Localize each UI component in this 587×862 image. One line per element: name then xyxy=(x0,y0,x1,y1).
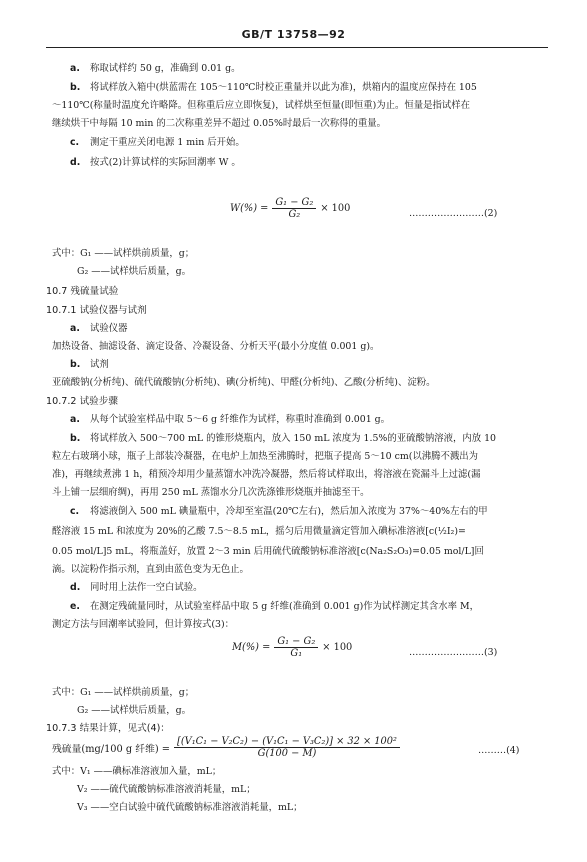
step-b-line1 xyxy=(70,82,477,94)
step-text: 同时用上法作一空白试验。 xyxy=(90,582,203,593)
where-g1 xyxy=(52,687,194,699)
step-marker: d. xyxy=(70,157,81,168)
procedure-c-line2: 醛溶液 15 mL 和浓度为 20%的乙酸 7.5～8.5 mL，摇匀后用微量滴定管加入碘标准溶液[c(½I₂)= xyxy=(52,526,466,537)
fraction-denominator: G₂ xyxy=(288,209,301,220)
where-definition: G₁ ——试样烘前质量，g； xyxy=(80,248,195,259)
where-definition: G₁ ——试样烘前质量，g； xyxy=(80,687,195,698)
formula-3 xyxy=(232,636,352,659)
equation-number-2: ……………………(2) xyxy=(409,208,498,219)
procedure-d xyxy=(70,582,203,594)
procedure-b-line4: 斗上铺一层细府绸)，再用 250 mL 蒸馏水分几次洗涤锥形烧瓶并抽滤至干。 xyxy=(52,487,370,498)
formula-lhs: M(%) = xyxy=(232,642,271,653)
step-text: 测定干重应关闭电源 1 min 后开始。 xyxy=(90,137,245,148)
step-text: 试剂 xyxy=(90,359,109,370)
reagents-list: 亚硫酸钠(分析纯)、硫代硫酸钠(分析纯)、碘(分析纯)、甲醛(分析纯)、乙酸(分析纯)、淀粉。 xyxy=(52,377,436,388)
standard-header: GB/T 13758—92 xyxy=(241,28,346,41)
step-marker: c. xyxy=(70,137,80,148)
step-marker: e. xyxy=(70,601,80,612)
step-text: 将滤液倒入 500 mL 碘量瓶中，冷却至室温(20℃左右)，然后加入浓度为 37%～40%左右的甲 xyxy=(90,506,488,517)
step-d xyxy=(70,157,241,169)
procedure-c-line3: 0.05 mol/L]5 mL，将瓶盖好，放置 2～3 min 后用硫代硫酸钠标准溶液[c(Na₂S₂O₃)=0.05 mol/L]回 xyxy=(52,546,484,557)
fraction xyxy=(174,736,400,759)
where-intro: 式中： xyxy=(52,687,81,698)
fraction-numerator: [(V₁C₁ − V₂C₂) − (V₁C₁ − V₃C₂)] × 32 × 100² xyxy=(174,736,400,748)
step-marker: b. xyxy=(70,359,81,370)
step-text: 从每个试验室样品中取 5～6 g 纤维作为试样，称重时准确到 0.001 g。 xyxy=(90,414,391,425)
step-text: 称取试样约 50 g，准确到 0.01 g。 xyxy=(90,63,241,74)
step-b-line2: ～110℃(称量时温度允许略降。但称重后应立即恢复)，试样烘至恒量(即恒重)为止。恒量是指试样在 xyxy=(52,100,471,111)
equation-number-4: ………(4) xyxy=(478,745,520,756)
where-g1 xyxy=(52,248,194,260)
procedure-b-line2: 粒左右玻璃小球，瓶子上部装冷凝器，在电炉上加热至沸腾时，把瓶子提高 5～10 cm(以沸腾不溅出为 xyxy=(52,451,479,462)
fraction-denominator: G(100 − M) xyxy=(257,748,317,759)
step-marker: b. xyxy=(70,82,81,93)
equation-number-3: ……………………(3) xyxy=(409,647,498,658)
apparatus-heading xyxy=(70,323,128,335)
step-text: 试验仪器 xyxy=(90,323,128,334)
where-g2: G₂ ——试样烘后质量，g。 xyxy=(77,266,191,277)
step-text: 将试样放入 500～700 mL 的锥形烧瓶内，放入 150 mL 浓度为 1.5%的亚硫酸钠溶液，内放 10 xyxy=(90,433,497,444)
reagents-heading xyxy=(70,359,109,371)
step-c xyxy=(70,137,245,149)
procedure-b-line3: 准)，再继续煮沸 1 h，稍预冷却用少量蒸馏水冲洗冷凝器，然后将试样取出，将溶液在瓷漏斗上过滤(漏 xyxy=(52,469,481,480)
step-text: 在测定残硫量同时，从试验室样品中取 5 g 纤维(准确到 0.001 g)作为试样测定其含水率 M， xyxy=(90,601,479,612)
formula-lhs: W(%) = xyxy=(230,203,269,214)
formula-2 xyxy=(230,197,350,220)
step-marker: b. xyxy=(70,433,81,444)
step-text: 按式(2)计算试样的实际回潮率 W 。 xyxy=(90,157,241,168)
fraction-numerator: G₁ − G₂ xyxy=(274,636,318,648)
apparatus-list: 加热设备、抽滤设备、滴定设备、冷凝设备、分析天平(最小分度值 0.001 g)。 xyxy=(52,341,380,352)
procedure-c-line4: 滴。以淀粉作指示剂，直到由蓝色变为无色止。 xyxy=(52,564,249,575)
where-intro: 式中： xyxy=(52,766,81,777)
section-10-7-1: 10.7.1 试验仪器与试剂 xyxy=(46,305,147,316)
step-b-line3: 继续烘干中每隔 10 min 的二次称重差异不超过 0.05%时最后一次称得的重量。 xyxy=(52,118,387,129)
step-marker: d. xyxy=(70,582,81,593)
section-10-7-2: 10.7.2 试验步骤 xyxy=(46,396,118,407)
formula-tail: × 100 xyxy=(320,203,351,214)
procedure-a xyxy=(70,414,390,426)
procedure-e-line2: 测定方法与回潮率试验同，但计算按式(3)： xyxy=(52,619,235,630)
where-v3: V₃ ——空白试验中硫代硫酸钠标准溶液消耗量，mL； xyxy=(77,802,303,813)
fraction xyxy=(274,636,318,659)
step-marker: a. xyxy=(70,414,80,425)
procedure-b-line1 xyxy=(70,433,496,445)
step-marker: c. xyxy=(70,506,80,517)
step-text: 将试样放入箱中(烘蓝需在 105～110℃时校正重量并以此为准)，烘箱内的温度应保持在 105 xyxy=(90,82,477,93)
where-intro: 式中： xyxy=(52,248,81,259)
fraction-denominator: G₁ xyxy=(290,648,303,659)
where-v1 xyxy=(52,766,221,778)
fraction-numerator: G₁ − G₂ xyxy=(272,197,316,209)
formula-tail: × 100 xyxy=(322,642,353,653)
formula-4 xyxy=(52,736,404,759)
where-definition: V₁ ——碘标准溶液加入量，mL； xyxy=(80,766,222,777)
step-marker: a. xyxy=(70,63,80,74)
procedure-c-line1 xyxy=(70,506,488,518)
formula-lhs: 残硫量(mg/100 g 纤维) = xyxy=(52,743,171,755)
step-marker: a. xyxy=(70,323,80,334)
procedure-e-line1 xyxy=(70,601,479,613)
where-g2: G₂ ——试样烘后质量，g。 xyxy=(77,705,191,716)
section-10-7: 10.7 残硫量试验 xyxy=(46,286,119,297)
section-10-7-3: 10.7.3 结果计算，见式(4)： xyxy=(46,723,170,734)
fraction xyxy=(272,197,316,220)
step-a xyxy=(70,63,240,75)
header-rule xyxy=(46,47,548,48)
where-v2: V₂ ——硫代硫酸钠标准溶液消耗量，mL； xyxy=(77,784,256,795)
